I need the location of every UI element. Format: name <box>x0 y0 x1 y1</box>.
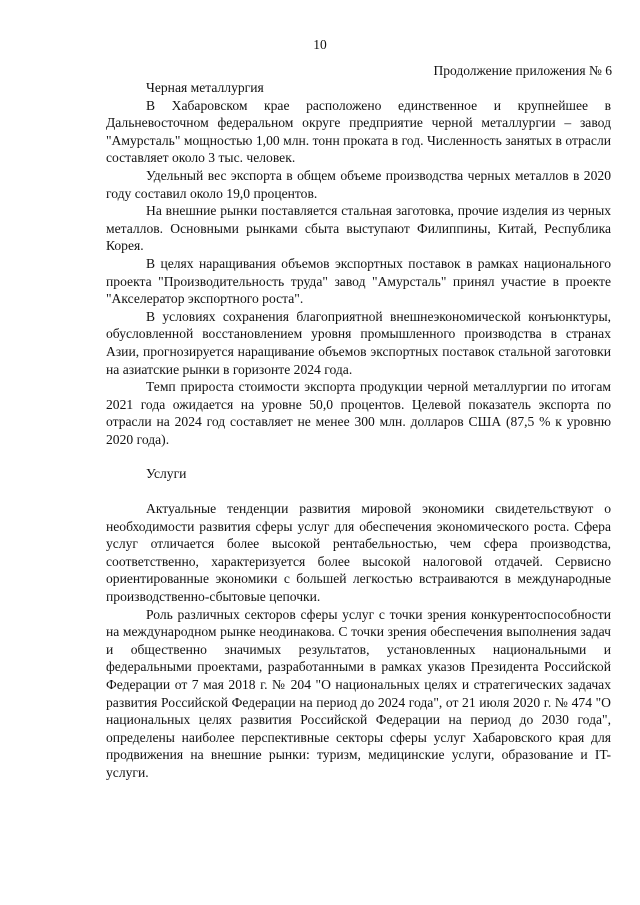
section-heading-services: Услуги <box>146 466 187 482</box>
section-heading-ferrous-metallurgy: Черная металлургия <box>146 80 264 95</box>
paragraph: Роль различных секторов сферы услуг с точки зрения конкурентоспособности на международном рынке неодинакова. С точки зрения обеспечения выполнения задач и общественно значимых результатов, установленных национальными и федеральными проектами, разработанными в рамках указов Президента Российской Федерации от 7 мая 2018 г. № 204 "О национальных целях и стратегических задачах развития Российской Федерации на период до 2024 года", от 21 июля 2020 г. № 474 "О национальных целях развития Российской Федерации на период до 2030 года", определены наиболее перспективные секторы сферы услуг Хабаровского края для продвижения на внешние рынки: туризм, медицинские услуги, образование и IT-услуги. <box>106 606 611 780</box>
page-number: 10 <box>313 37 327 52</box>
paragraph: В целях наращивания объемов экспортных поставок в рамках национального проекта "Производительность труда" завод "Амурсталь" принял участие в проекте "Акселератор экспортного роста". <box>106 255 611 307</box>
paragraph: Удельный вес экспорта в общем объеме производства черных металлов в 2020 году составил около 19,0 процентов. <box>106 167 611 201</box>
paragraph: На внешние рынки поставляется стальная заготовка, прочие изделия из черных металлов. Основными рынками сбыта выступают Филиппины, Китай, Республика Корея. <box>106 203 611 254</box>
section-spacer <box>106 448 611 465</box>
appendix-continuation-note: Продолжение приложения № 6 <box>433 63 612 78</box>
document-body <box>106 79 611 782</box>
paragraph: В условиях сохранения благоприятной внешнеэкономической конъюнктуры, обусловленной восстановлением уровня промышленного производства в странах Азии, прогнозируется наращивание объемов экспортных поставок стальной заготовки на азиатские рынки в горизонте 2024 года. <box>106 308 611 377</box>
paragraph: Актуальные тенденции развития мировой экономики свидетельствуют о необходимости развития сферы услуг для обеспечения экономического роста. Сфера услуг отличается более высокой рентабельностью, чем сфера производства, соответственно, характеризуется более высокой налоговой отдачей. Сервисно ориентированные экономики с большей легкостью встраиваются в международные производственно-сбытовые цепочки. <box>106 501 611 605</box>
section-spacer <box>106 483 611 500</box>
paragraph: Темп прироста стоимости экспорта продукции черной металлургии по итогам 2021 года ожидается на уровне 50,0 процентов. Целевой показатель экспорта по отрасли на 2024 год составляет не менее 300 млн. долларов США (87,5 % к уровню 2020 года). <box>106 379 611 447</box>
paragraph: В Хабаровском крае расположено единственное и крупнейшее в Дальневосточном федеральном округе предприятие черной металлургии – завод "Амурсталь" мощностью 1,00 млн. тонн проката в год. Численность занятых в отрасли составляет около 3 тыс. человек. <box>106 97 611 166</box>
